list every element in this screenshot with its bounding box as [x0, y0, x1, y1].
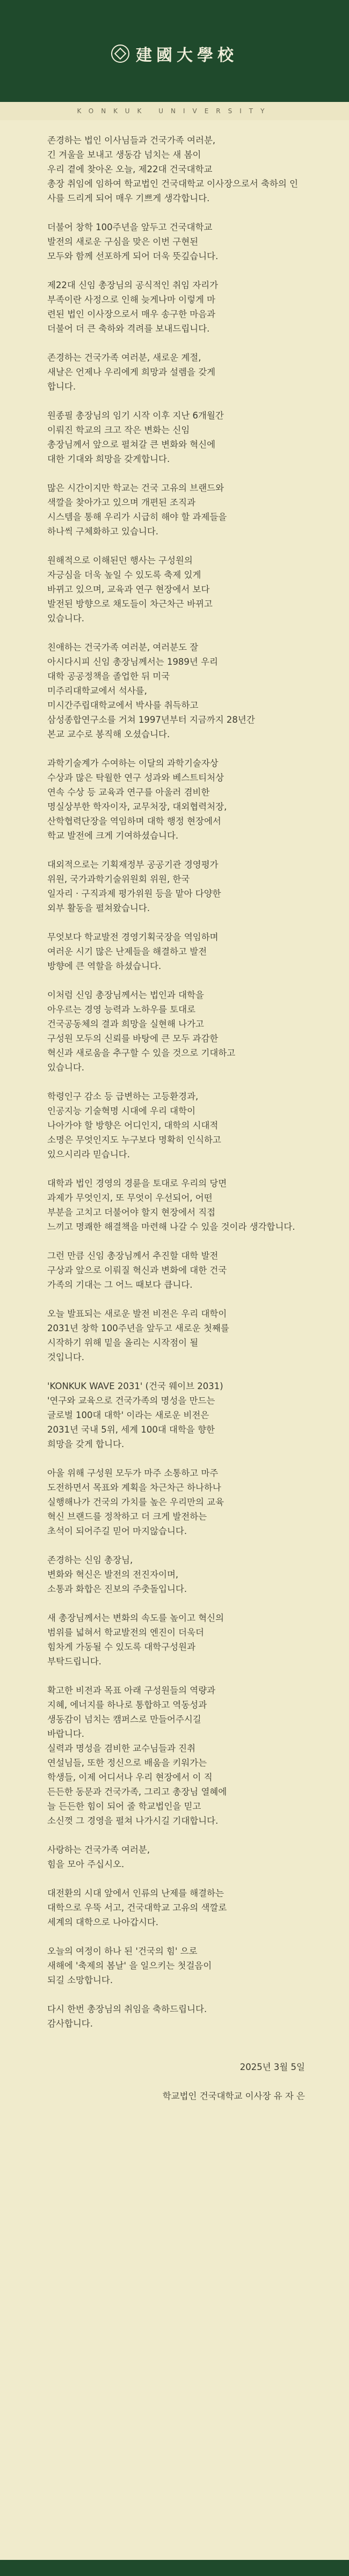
- signature-date: 2025년 3월 5일: [239, 2062, 305, 2072]
- footer-band: [0, 2560, 349, 2576]
- university-logo: [0, 42, 349, 65]
- paragraph: 존경하는 법인 이사님들과 건국가족 여러분, 긴 겨울을 보내고 생동감 넘치는 새 봄이 우리 곁에 찾아온 오늘, 제22대 건국대학교 총장 취임에 임하여 학교법인 건국대학교 이사장으로서 축하의 인사를 드리게 되어 매우 기쁘게 생각합니다.: [47, 135, 299, 203]
- paragraph: 아울 위해 구성원 모두가 마주 소통하고 마주 도전하면서 목표와 계획을 차근차근 하나하나 실행해나가 건국의 가치를 높은 우리만의 교육 혁신 브랜드를 정착하고 더 크게 발전하는 초석이 되어주길 믿어 마지않습니다.: [47, 1468, 224, 1536]
- paragraph: 원해적으로 이해된던 행사는 구성원의 자긍심을 더욱 높일 수 있도록 축제 있게 바뀌고 있으며, 교육과 연구 현장에서 보다 발전된 방향으로 채도들이 차근차근 바뀌고 있습니다.: [47, 555, 213, 623]
- paragraph: 많은 시간이지만 학교는 건국 고유의 브랜드와 색깔을 찾아가고 있으며 개편된 조직과 시스템을 통해 우리가 시급히 해야 할 과제들을 하나씩 구체화하고 있습니다.: [47, 483, 227, 537]
- seal-icon: [111, 45, 129, 63]
- paragraph: 다시 한번 총장님의 취임을 축하드립니다. 감사합니다.: [47, 2004, 207, 2029]
- paragraph: 대전환의 시대 앞에서 인류의 난제를 해결하는 대학으로 우뚝 서고, 건국대학교 고유의 색깔로 세계의 대학으로 나아갑시다.: [47, 1888, 227, 1927]
- signature-block: [47, 2045, 305, 2118]
- paragraph: 대외적으로는 기획재정부 공공기관 경영평가 위원, 국가과학기술위원회 위원, 한국 일자리 · 구직과제 평가위원 등을 맡아 다양한 외부 활동을 펼쳐왔습니다.: [47, 860, 221, 913]
- paragraph: 원종필 총장님의 임기 시작 이후 지난 6개월간 이뤄진 학교의 크고 작은 변화는 신임 총장님께서 앞으로 펼쳐갈 큰 변화와 혁신에 대한 기대와 희망을 갖게합니다.: [47, 410, 224, 464]
- paragraph: 친애하는 건국가족 여러분, 여러분도 잘 아시다시피 신임 총장님께서는 1989년 우리 대학 공공정책을 졸업한 뒤 미국 미주리대학교에서 석사를, 미시간주립대학교에서 박사를 취득하고 삼성종합연구소를 거쳐 1997년부터 지금까지 28년간 본교 교수로 봉직해 오셨습니다.: [47, 642, 255, 739]
- letter-content: [47, 133, 305, 2118]
- paragraph: 존경하는 건국가족 여러분, 새로운 계절, 새날은 언제나 우리에게 희망과 설렘을 갖게 합니다.: [47, 353, 216, 392]
- paragraph: 사랑하는 건국가족 여러분, 힘을 모아 주십시오.: [47, 1845, 150, 1869]
- header-banner: [0, 0, 349, 102]
- paragraph: 오늘의 여정이 하나 된 '건국의 힘' 으로 새해에 '축제의 봄날' 을 일으키는 첫걸음이 되길 소망합니다.: [47, 1946, 212, 1985]
- paragraph: 'KONKUK WAVE 2031' (건국 웨이브 2031) '연구와 교육으로 건국가족의 명성을 만드는 글로벌 100대 대학' 이라는 새로운 비전은 2031년 국내 5위, 세계 100대 대학을 향한 희망을 갖게 합니다.: [47, 1381, 223, 1449]
- signature-name: 학교법인 건국대학교 이사장 유 자 은: [162, 2091, 305, 2101]
- paragraph: 존경하는 신임 총장님, 변화와 혁신은 발전의 전진자이며, 소통과 화합은 진보의 주춧돌입니다.: [47, 1555, 187, 1594]
- paragraph: 확고한 비전과 목표 아래 구성원들의 역량과 지혜, 에너지를 하나로 통합하고 역동성과 생동감이 넘치는 캠퍼스로 만들어주시길 바랍니다. 실력과 명성을 겸비한 교수님들과 진취 연설님들, 또한 정신으로 배움을 키워가는 학생들, 이제 어디서나 우리 현장에서 이 직 든든한 동문과 건국가족, 그리고 총장님 열혜에 늘 든든한 힘이 되어 줄 학교법인을 믿고 소신껏 그 경영을 펼쳐 나가시길 기대합니다.: [47, 1685, 227, 1826]
- subtitle-band: KONKUK UNIVERSITY: [0, 102, 349, 120]
- paragraph: 과학기술계가 수여하는 이달의 과학기술자상 수상과 많은 탁월한 연구 성과와 베스트티처상 연속 수상 등 교육과 연구를 아울러 겸비한 명실상부한 학자이자, 교무처장, 대외협력처장, 산학협력단장을 역임하며 대학 행정 현장에서 학교 발전에 크게 기여하셨습니다.: [47, 758, 227, 841]
- paragraph: 그런 만큼 신임 총장님께서 추진할 대학 발전 구상과 앞으로 이뤄질 혁신과 변화에 대한 건국 가족의 기대는 그 어느 때보다 큽니다.: [47, 1251, 227, 1290]
- paragraph: 대학과 법인 경영의 경륜을 토대로 우리의 당면 과제가 무엇인지, 또 무엇이 우선되어, 어떤 부분을 고치고 더불어야 할지 현장에서 직접 느끼고 명쾌한 해결책을 마련해 나갈 수 있을 것이라 생각합니다.: [47, 1178, 295, 1232]
- paragraph: 새 총장님께서는 변화의 속도를 높이고 혁신의 범위를 넓혀서 학교발전의 엔진이 더욱더 힘차게 가동될 수 있도록 대학구성원과 부탁드립니다.: [47, 1613, 224, 1667]
- paragraph: 오늘 발표되는 새로운 발전 비전은 우리 대학이 2031년 창학 100주년을 앞두고 새로운 첫째를 시작하기 위해 밑을 올리는 시작점이 될 것입니다.: [47, 1309, 229, 1362]
- paragraph: 이처럼 신임 총장님께서는 법인과 대학을 아우르는 경영 능력과 노하우를 토대로 건국공동체의 결과 희망을 실현해 나가고 구성원 모두의 신뢰를 바탕에 큰 모두 과감한 혁신과 새로움을 추구할 수 있을 것으로 기대하고 있습니다.: [47, 990, 236, 1073]
- paragraph: 학령인구 감소 등 급변하는 고등환경과, 인공지능 기술혁명 시대에 우리 대학이 나아가야 할 방향은 어디인지, 대학의 시대적 소명은 무엇인지도 누구보다 명확히 인식하고 있으시리라 믿습니다.: [47, 1091, 221, 1159]
- letter-body: [0, 120, 349, 2560]
- paragraph: 무엇보다 학교발전 경영기획국장을 역임하며 여러운 시기 많은 난제들을 해결하고 발전 방향에 큰 역할을 하셨습니다.: [47, 932, 219, 971]
- paragraph: 제22대 신임 총장님의 공식적인 취임 자리가 부족이란 사정으로 인해 늦게나마 이렇게 마 련된 법인 이사장으로서 매우 송구한 마음과 더불어 더 큰 축하와 격려를 보내드립니다.: [47, 280, 219, 334]
- logo-text: 建國大學校: [136, 46, 238, 65]
- paragraph: 더불어 창학 100주년을 앞두고 건국대학교 발전의 새로운 구심을 맞은 이번 구현된 모두와 함께 선포하게 되어 더욱 뜻깊습니다.: [47, 222, 219, 261]
